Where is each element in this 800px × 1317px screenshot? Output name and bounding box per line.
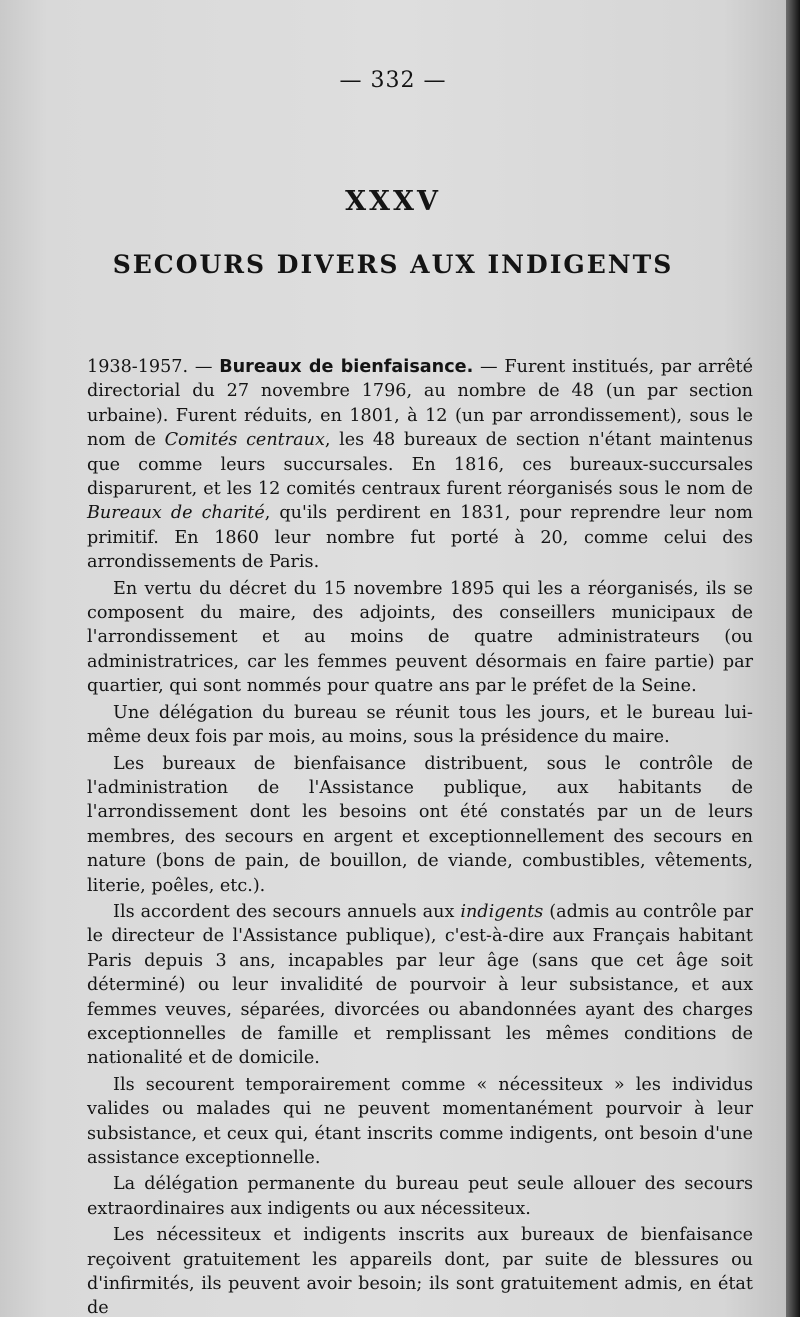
paragraph-distribution: Les bureaux de bienfaisance distribuent, sous le contrôle de l'administration de l'Assistance publique, aux habitants de l'arrondissement dont les besoins ont été constatés par un de leurs membres, des secours en argent et exceptionnellement des secours en nature (bons de pain, de bouillon, de viande, combustibles, vêtements, literie, poêles, etc.).	[87, 753, 753, 896]
italic-term: Comités centraux	[164, 430, 325, 451]
paragraph-text: , les 48 bureaux de section n'étant maintenus que comme leurs succursales. En 1816, ces bureaux-succursales disparurent, et les 12 comités centraux furent réorganisés sous le nom de	[87, 430, 753, 500]
chapter-title: SECOURS DIVERS AUX INDIGENTS	[112, 250, 674, 279]
dash: —	[188, 357, 220, 377]
paragraph-composition: En vertu du décret du 15 novembre 1895 qui les a réorganisés, ils se composent du maire, des adjoints, des conseillers municipaux de l'arrondissement et au moins de quatre administrateurs (ou administratrices, car les femmes peuvent désormais en faire partie) par quartier, qui sont nommés pour quatre ans par le préfet de la Seine.	[87, 578, 753, 697]
paragraph-delegation: Une délégation du bureau se réunit tous les jours, et le bureau lui-même deux fois par mois, au moins, sous la présidence du maire.	[87, 702, 753, 748]
page-number: — 332 —	[339, 68, 447, 93]
date-range: 1938-1957.	[87, 357, 189, 377]
paragraph-bureaux-history	[87, 355, 753, 575]
paragraph-indigents	[87, 900, 753, 1071]
paragraph-text: (admis au contrôle par le directeur de l'Assistance publique), c'est-à-dire aux Français habitant Paris depuis 3 ans, incapables par leur âge (sans que cet âge soit déterminé) ou leur invalidité de pourvoir à leur subsistance, et aux femmes veuves, séparées, divorcées ou abandonnées ayant des charges exceptionnelles de famille et remplissant les mêmes conditions de nationalité et de domicile.	[87, 901, 753, 1069]
body-text	[87, 355, 753, 1317]
paragraph-text: , qu'ils perdirent en 1831, pour reprendre leur nom primitif. En 1860 leur nombre fut porté à 20, comme celui des arrondissements de Paris.	[87, 503, 753, 573]
italic-term: indigents	[460, 901, 544, 922]
paragraph-text: Furent institués, par arrêté directorial du 27 novembre 1796, au nombre de 48 (un par section urbaine). Furent réduits, en 1801, à 12 (un par arrondissement), sous le nom de	[87, 357, 753, 451]
section-heading: Bureaux de bienfaisance.	[219, 357, 474, 377]
dash: —	[473, 357, 505, 377]
page-edge-shadow	[786, 0, 800, 1317]
italic-term: Bureaux de charité	[87, 503, 265, 524]
paragraph-appliances: Les nécessiteux et indigents inscrits aux bureaux de bienfaisance reçoivent gratuitement les appareils dont, par suite de blessures ou d'infirmités, ils peuvent avoir besoin; ils sont gratuitement admis, en état de	[87, 1225, 753, 1317]
paragraph-text: Ils accordent des secours annuels aux	[113, 901, 461, 922]
paragraph-necessiteux: Ils secourent temporairement comme « nécessiteux » les individus valides ou malades qui ne peuvent momentanément pourvoir à leur subsistance, et ceux qui, étant inscrits comme indigents, ont besoin d'une assistance exceptionnelle.	[87, 1074, 753, 1168]
chapter-number: XXXV	[345, 186, 441, 217]
paragraph-extraordinary-aid: La délégation permanente du bureau peut seule allouer des secours extraordinaires aux indigents ou aux nécessiteux.	[87, 1174, 753, 1219]
